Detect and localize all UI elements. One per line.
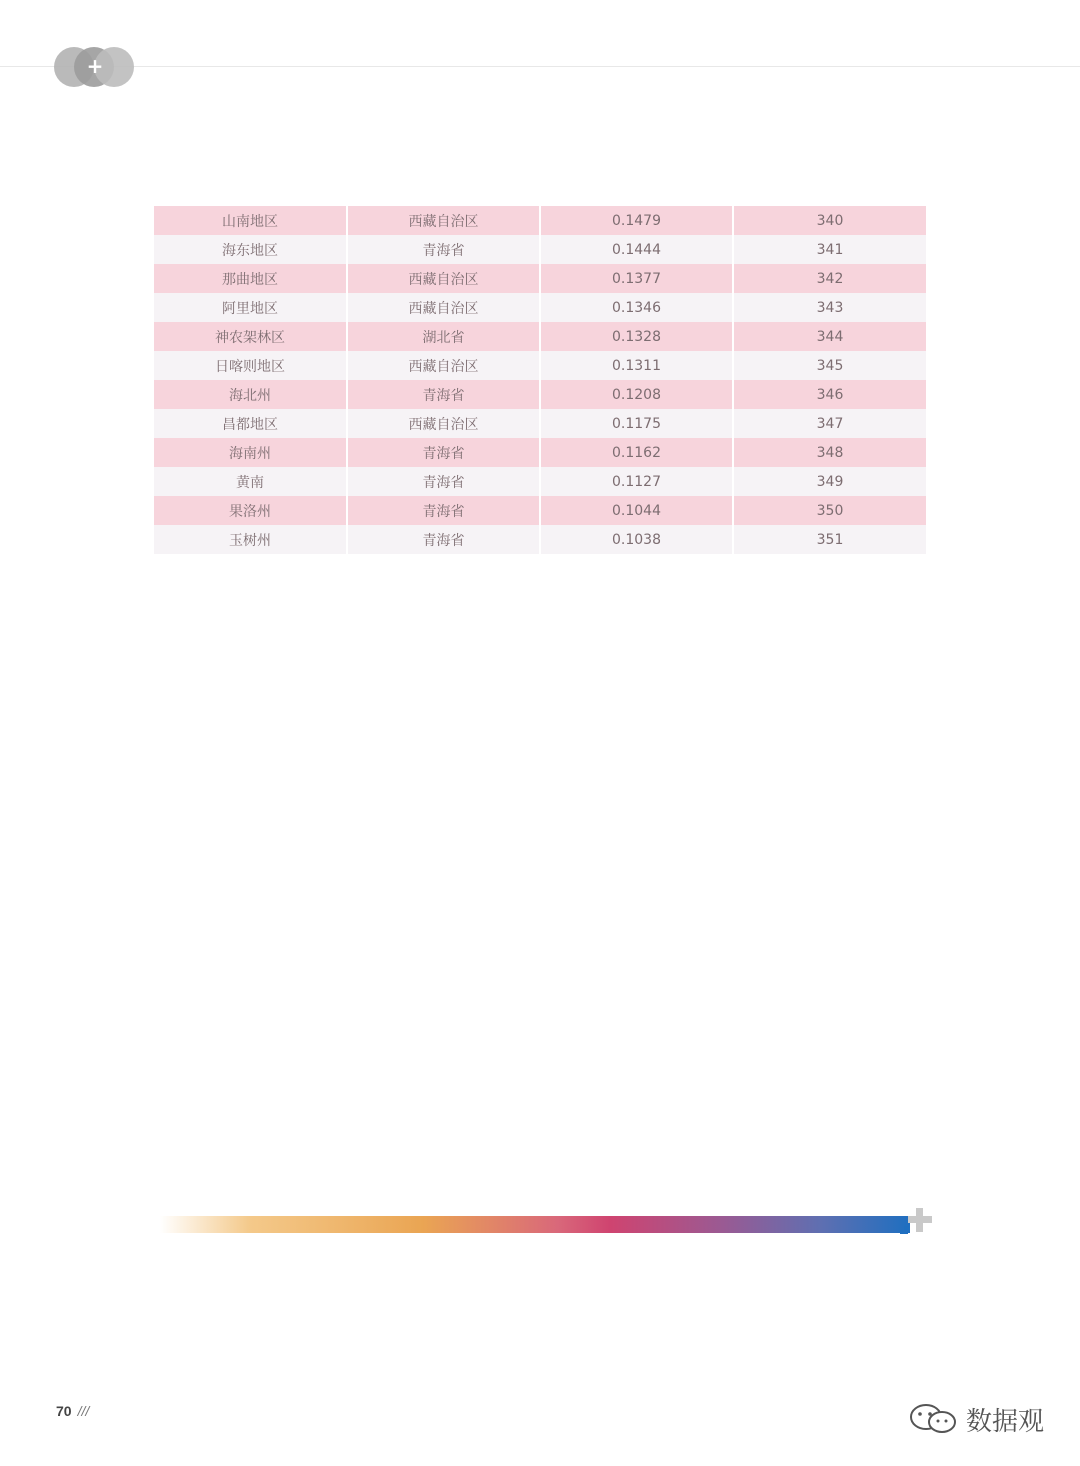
table-row [154,264,926,293]
table-row [154,206,926,235]
cell-score: 0.1162 [540,438,733,467]
cell-score: 0.1377 [540,264,733,293]
cell-region: 山南地区 [154,206,347,235]
cell-score: 0.1444 [540,235,733,264]
cell-rank: 347 [733,409,926,438]
cell-region: 果洛州 [154,496,347,525]
page-number-value: 70 [56,1403,72,1419]
watermark-text: 数据观 [966,1406,1045,1437]
cell-score: 0.1038 [540,525,733,554]
table-row [154,438,926,467]
cell-province: 青海省 [347,525,540,554]
plus-icon [898,1204,938,1236]
logo-icon: + [54,45,136,89]
cell-province: 西藏自治区 [347,351,540,380]
cell-score: 0.1311 [540,351,733,380]
cell-rank: 344 [733,322,926,351]
cell-province: 青海省 [347,438,540,467]
table-body [154,206,926,554]
cell-region: 那曲地区 [154,264,347,293]
table-row [154,351,926,380]
cell-rank: 340 [733,206,926,235]
table-row [154,467,926,496]
table-row [154,525,926,554]
cell-region: 海东地区 [154,235,347,264]
cell-rank: 349 [733,467,926,496]
cell-rank: 348 [733,438,926,467]
cell-region: 日喀则地区 [154,351,347,380]
cell-province: 湖北省 [347,322,540,351]
cell-score: 0.1346 [540,293,733,322]
cell-province: 西藏自治区 [347,264,540,293]
header-rule [0,66,1080,67]
cell-rank: 346 [733,380,926,409]
cell-region: 神农架林区 [154,322,347,351]
table-row [154,235,926,264]
cell-rank: 341 [733,235,926,264]
ranking-table [154,206,926,554]
gradient-bar [160,1216,910,1233]
cell-score: 0.1175 [540,409,733,438]
cell-province: 青海省 [347,235,540,264]
cell-score: 0.1479 [540,206,733,235]
cell-province: 青海省 [347,467,540,496]
cell-province: 西藏自治区 [347,206,540,235]
cell-score: 0.1044 [540,496,733,525]
cell-rank: 350 [733,496,926,525]
cell-score: 0.1208 [540,380,733,409]
cell-score: 0.1127 [540,467,733,496]
wechat-icon [908,1402,960,1436]
cell-region: 昌都地区 [154,409,347,438]
cell-rank: 345 [733,351,926,380]
table-row [154,293,926,322]
cell-rank: 342 [733,264,926,293]
cell-province: 西藏自治区 [347,293,540,322]
cell-region: 阿里地区 [154,293,347,322]
watermark [908,1399,1044,1439]
page-slashes: /// [77,1403,90,1419]
cell-score: 0.1328 [540,322,733,351]
cell-rank: 343 [733,293,926,322]
cell-region: 玉树州 [154,525,347,554]
table-row [154,380,926,409]
cell-province: 西藏自治区 [347,409,540,438]
cell-region: 海北州 [154,380,347,409]
cell-province: 青海省 [347,496,540,525]
cell-region: 海南州 [154,438,347,467]
cell-province: 青海省 [347,380,540,409]
page-number [56,1403,89,1419]
cell-region: 黄南 [154,467,347,496]
table-row [154,496,926,525]
table-row [154,322,926,351]
table-row [154,409,926,438]
cell-rank: 351 [733,525,926,554]
